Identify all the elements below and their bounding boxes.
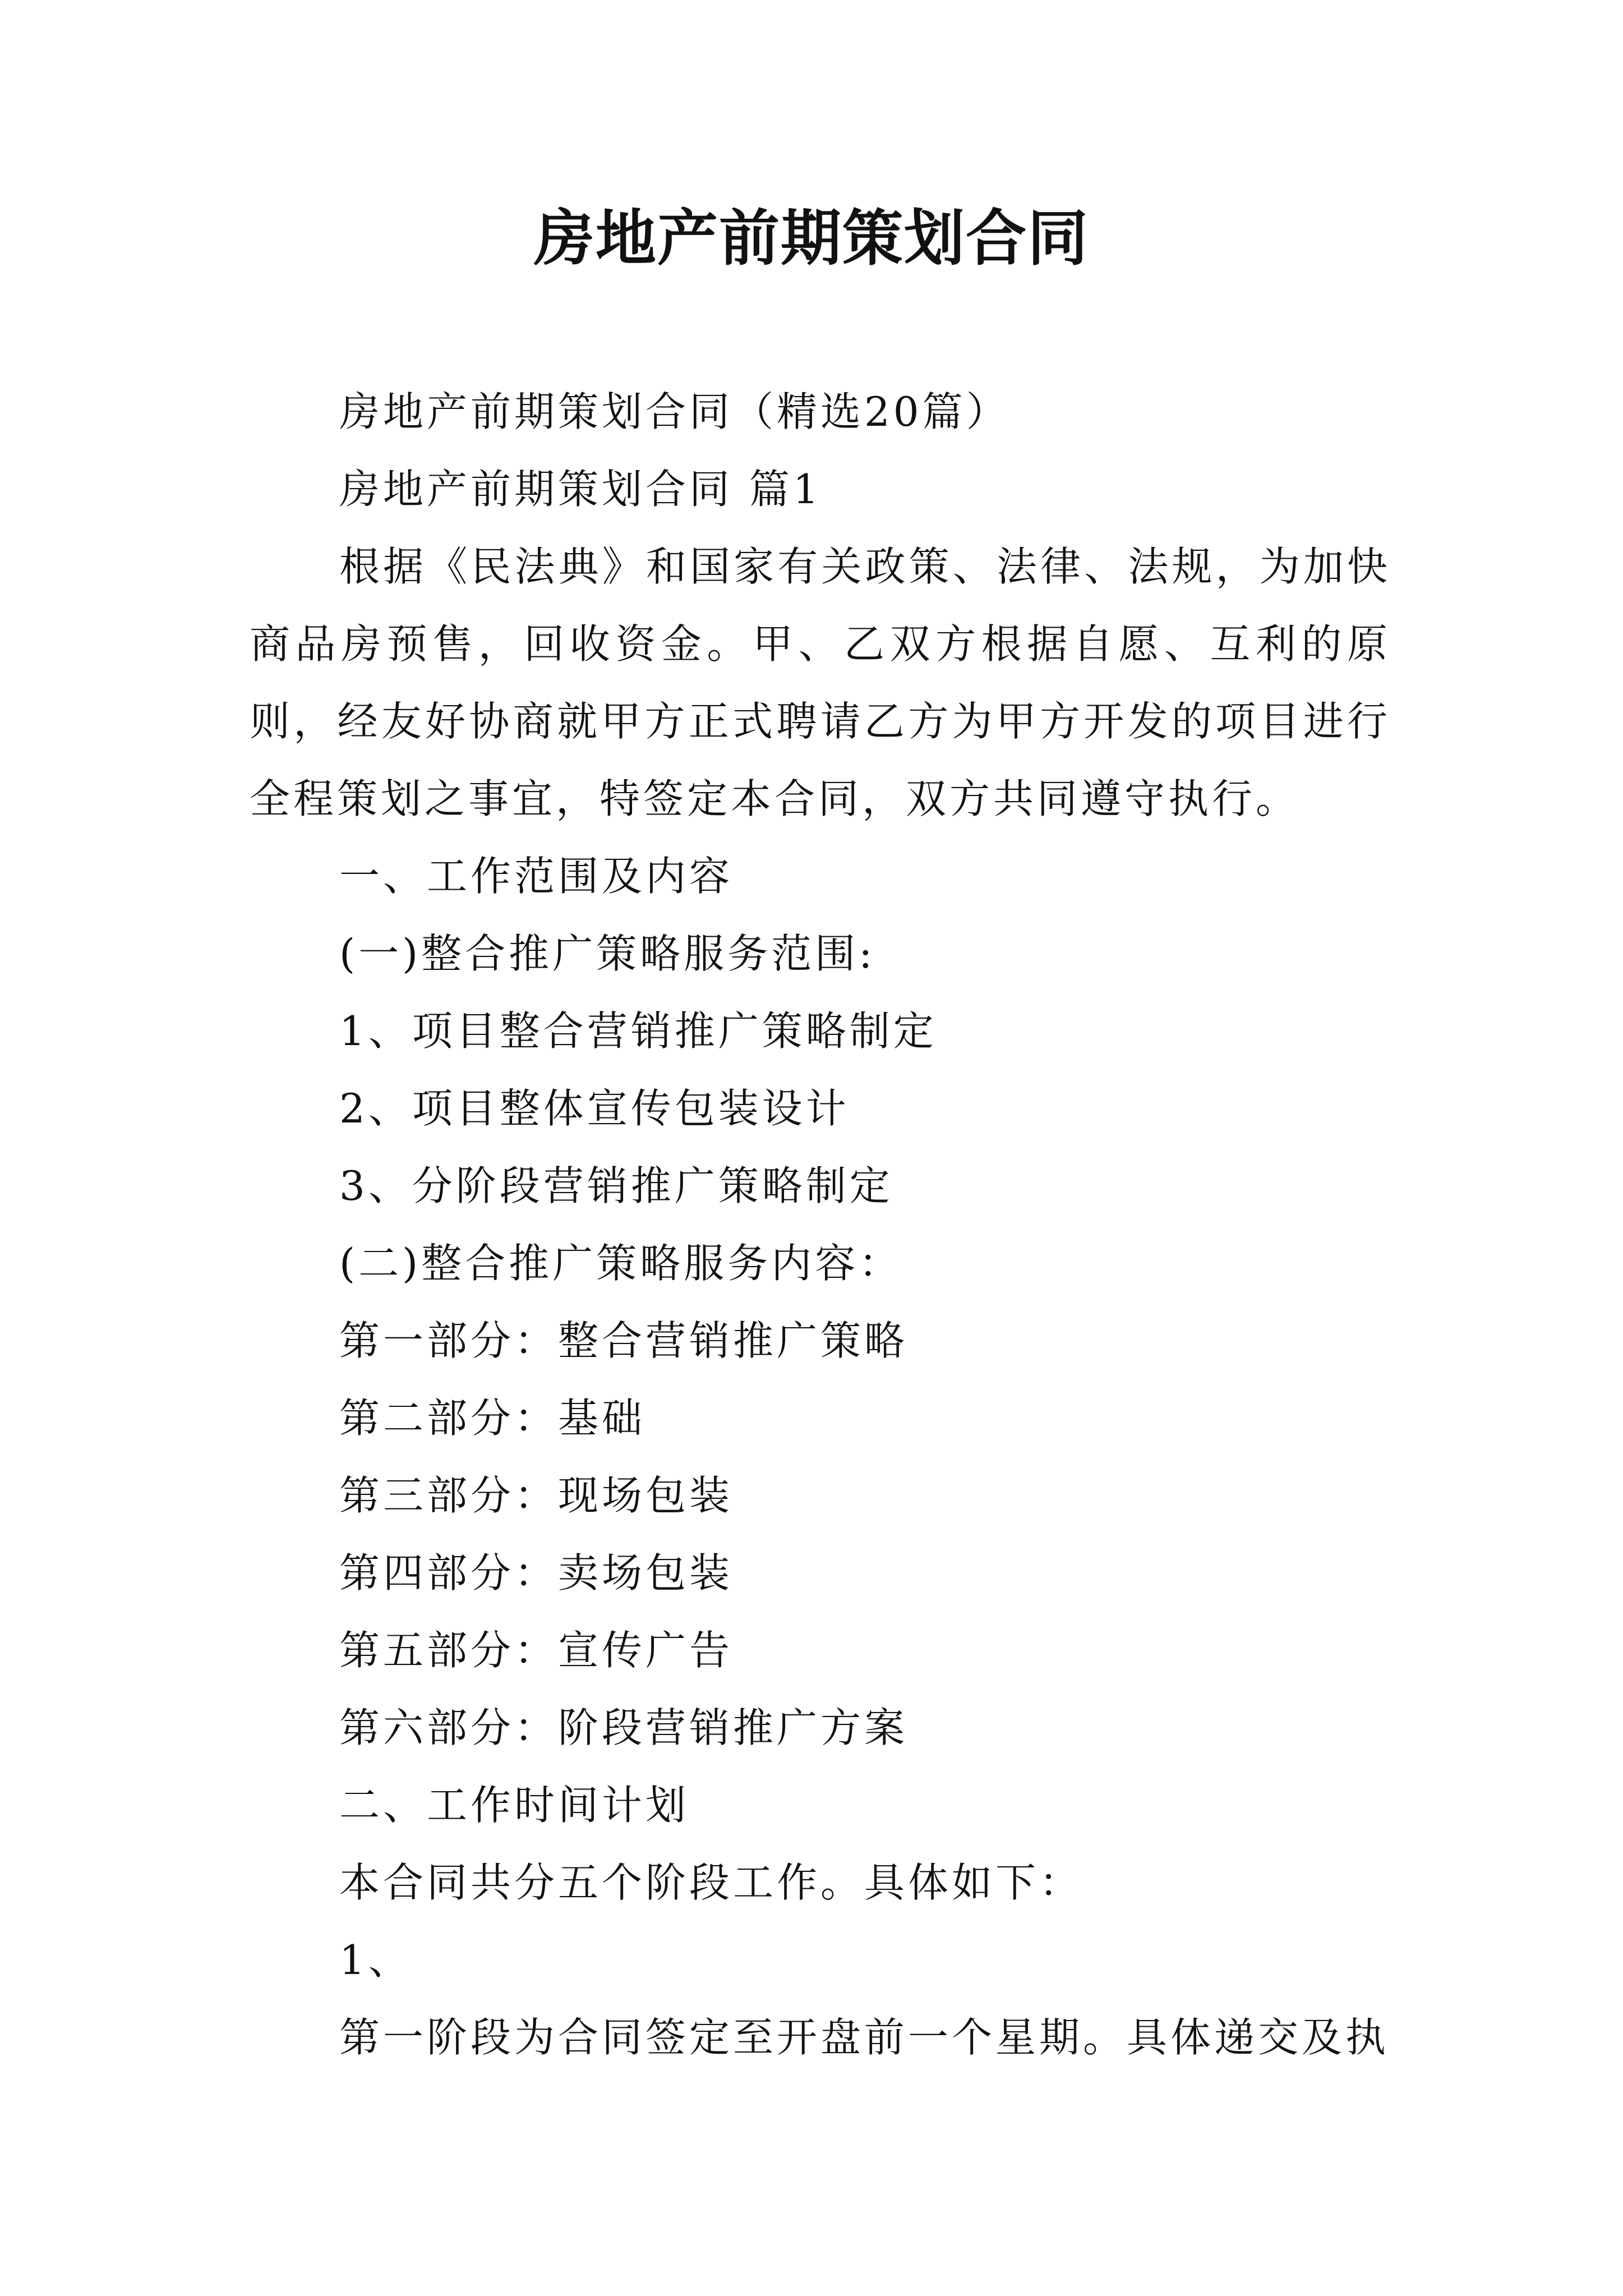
paragraph-subclause-heading: (一)整合推广策略服务范围: xyxy=(339,930,876,977)
document-body xyxy=(250,373,1391,2076)
paragraph-list-item: 第三部分：现场包装 xyxy=(339,1472,734,1519)
paragraph-subclause-heading: (二)整合推广策略服务内容： xyxy=(339,1240,903,1287)
paragraph-list-item: 第一部分：整合营销推广策略 xyxy=(339,1317,909,1364)
paragraph-list-item: 2、项目整体宣传包装设计 xyxy=(339,1085,850,1132)
paragraph-clause-heading: 一、工作范围及内容 xyxy=(339,853,734,900)
paragraph-list-item: 第四部分：卖场包装 xyxy=(339,1549,734,1596)
paragraph-collection-title: 房地产前期策划合同（精选20篇） xyxy=(339,388,1010,435)
paragraph-list-item: 第二部分：基础 xyxy=(339,1395,646,1442)
paragraph-list-item: 第五部分：宣传广告 xyxy=(339,1627,734,1674)
paragraph-list-item: 1、项目整合营销推广策略制定 xyxy=(339,1007,937,1055)
paragraph-list-item: 第六部分：阶段营销推广方案 xyxy=(339,1704,909,1751)
paragraph-section-heading: 房地产前期策划合同 篇1 xyxy=(339,466,822,513)
paragraph-clause-heading: 二、工作时间计划 xyxy=(339,1782,690,1829)
paragraph-preamble: 根据《民法典》和国家有关政策、法律、法规，为加快商品房预售，回收资金。甲、乙双方根据自愿、互利的原则，经友好协商就甲方正式聘请乙方为甲方开发的项目进行全程策划之事宜，特签定本合同，双方共同遵守执行。 xyxy=(250,543,1391,822)
paragraph-text: 本合同共分五个阶段工作。具体如下： xyxy=(339,1859,1083,1906)
paragraph-list-number: 1、 xyxy=(339,1936,412,1984)
paragraph-list-item: 3、分阶段营销推广策略制定 xyxy=(339,1162,893,1209)
document-title: 房地产前期策划合同 xyxy=(533,203,1089,274)
paragraph-text: 第一阶段为合同签定至开盘前一个星期。具体递交及执 xyxy=(339,2014,1390,2061)
